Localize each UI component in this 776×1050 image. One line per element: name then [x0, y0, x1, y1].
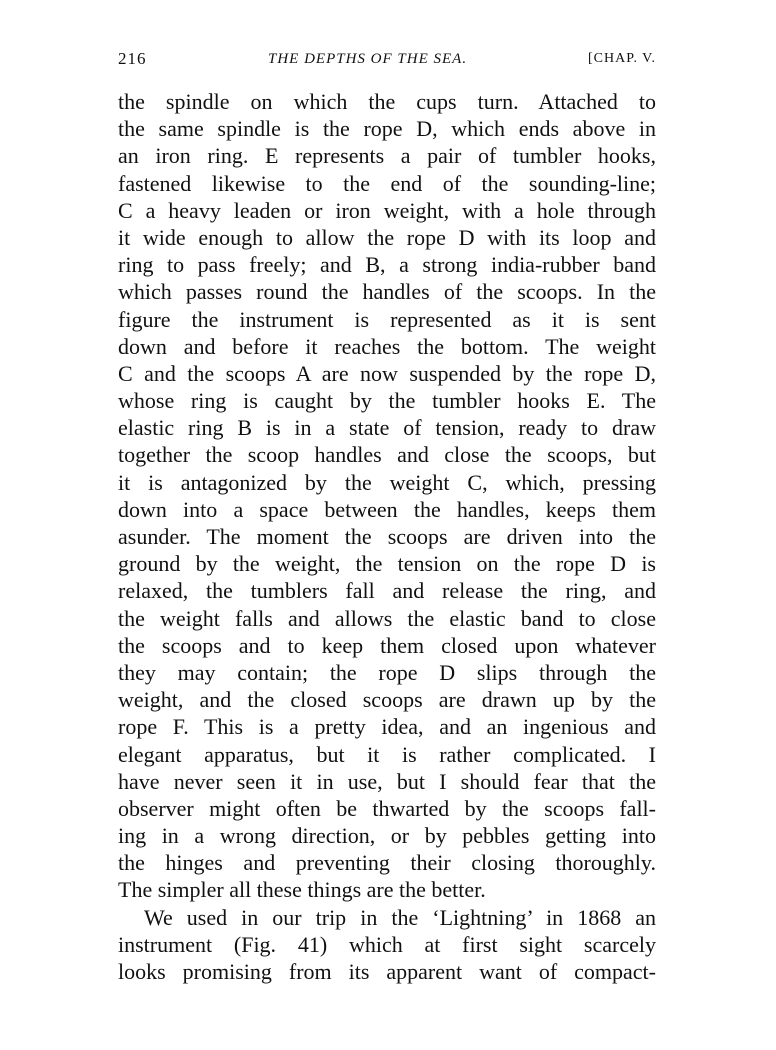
text-line: the scoops and to keep them closed upon whatever	[118, 632, 656, 658]
chapter-marker: [CHAP. V.	[587, 51, 656, 66]
text-line: they may contain; the rope D slips through the	[118, 659, 656, 685]
text-line: looks promising from its apparent want of compact-	[118, 959, 656, 984]
text-line: it is antagonized by the weight C, which, pressing	[118, 469, 656, 495]
text-line: We used in our trip in the ‘Lightning’ in 1868 an	[144, 904, 656, 930]
text-line: the same spindle is the rope D, which ends above in	[118, 116, 656, 142]
text-line: elastic ring B is in a state of tension, ready to draw	[118, 415, 656, 441]
text-line: ground by the weight, the tension on the rope D is	[118, 551, 656, 577]
running-title: THE DEPTHS OF THE SEA.	[268, 51, 468, 67]
book-page	[118, 44, 656, 985]
text-line: which passes round the handles of the scoops. In the	[118, 279, 656, 305]
text-line: fastened likewise to the end of the sounding-line;	[118, 170, 656, 196]
page-number: 216	[118, 49, 147, 68]
text-line: instrument (Fig. 41) which at first sight scarcely	[118, 931, 656, 957]
text-line: whose ring is caught by the tumbler hooks E. The	[118, 388, 656, 414]
text-line: an iron ring. E represents a pair of tumbler hooks,	[118, 143, 656, 169]
text-line: The simpler all these things are the better.	[118, 877, 486, 903]
text-line: C a heavy leaden or iron weight, with a hole through	[118, 197, 656, 223]
running-head	[118, 44, 656, 74]
text-line: observer might often be thwarted by the scoops fall-	[118, 795, 656, 821]
text-line: the hinges and preventing their closing thoroughly.	[118, 850, 656, 876]
text-line: down and before it reaches the bottom. The weight	[118, 333, 656, 359]
paragraph-1	[118, 88, 656, 904]
text-line: relaxed, the tumblers fall and release the ring, and	[118, 578, 656, 604]
text-line: ing in a wrong direction, or by pebbles getting into	[118, 823, 656, 849]
text-line: figure the instrument is represented as it is sent	[118, 306, 656, 332]
text-line: C and the scoops A are now suspended by the rope D,	[118, 360, 656, 386]
text-line: down into a space between the handles, keeps them	[118, 496, 656, 522]
body-text	[118, 88, 656, 985]
paragraph-2	[118, 904, 656, 986]
text-line: the spindle on which the cups turn. Attached to	[118, 89, 656, 114]
text-line: rope F. This is a pretty idea, and an ingenious and	[118, 714, 656, 740]
text-line: ring to pass freely; and B, a strong india-rubber band	[118, 252, 656, 278]
text-line: together the scoop handles and close the scoops, but	[118, 442, 656, 468]
text-line: elegant apparatus, but it is rather complicated. I	[118, 741, 656, 767]
text-line: asunder. The moment the scoops are driven into the	[118, 524, 656, 549]
text-line: it wide enough to allow the rope D with its loop and	[118, 224, 656, 250]
text-line: the weight falls and allows the elastic band to close	[118, 605, 656, 631]
text-line: have never seen it in use, but I should fear that the	[118, 768, 656, 794]
text-line: weight, and the closed scoops are drawn up by the	[118, 687, 656, 713]
